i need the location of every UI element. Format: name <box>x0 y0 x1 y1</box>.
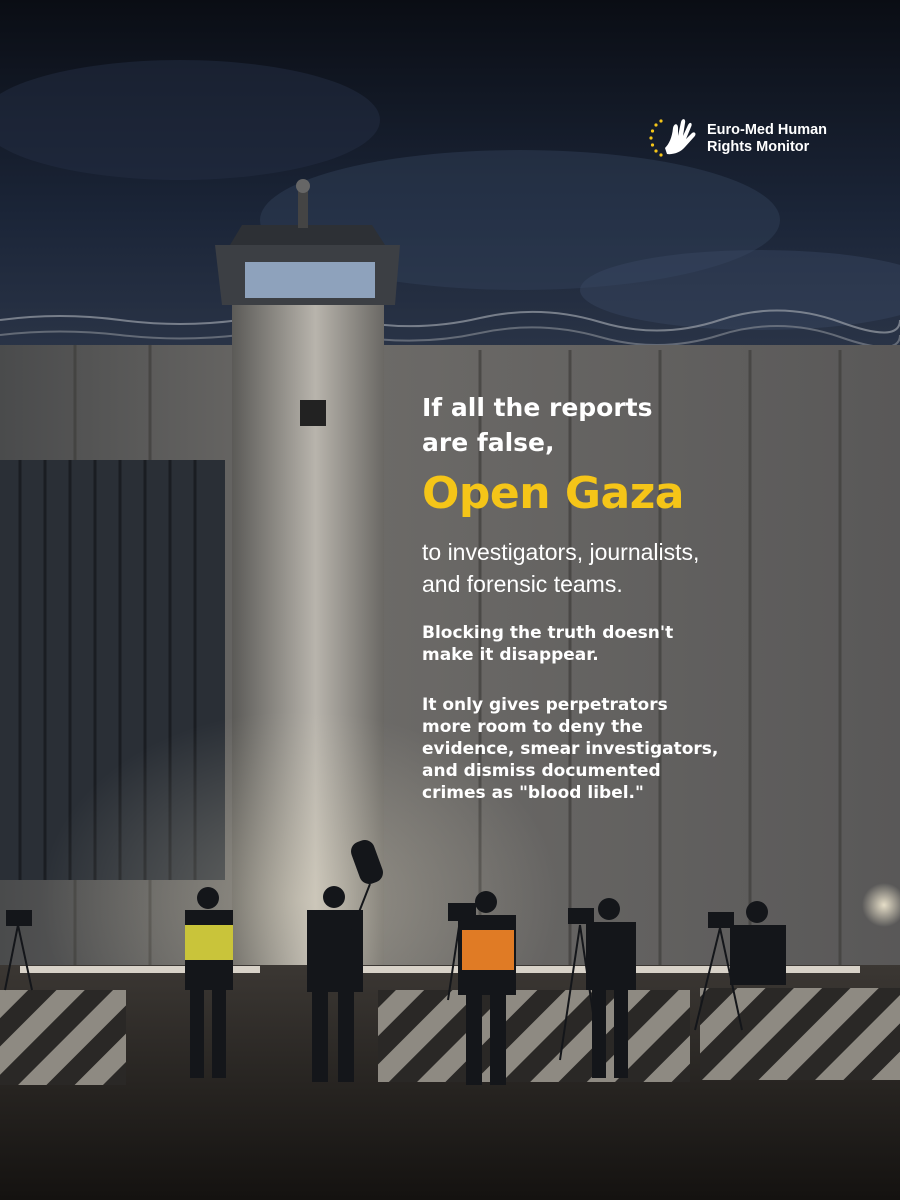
concrete-barrier <box>378 990 690 1082</box>
concrete-barrier <box>0 990 126 1085</box>
lead-text <box>422 390 882 460</box>
sub-line2: and forensic teams. <box>422 571 623 597</box>
brand-name-line1: Euro-Med Human <box>707 122 828 138</box>
para1-line1: Blocking the truth doesn't <box>422 623 674 643</box>
para1-line2: make it disappear. <box>422 645 599 665</box>
brand-logo <box>645 114 827 164</box>
headline: Open Gaza <box>422 468 684 519</box>
lead-line2: are false, <box>422 428 555 457</box>
message-block <box>422 390 882 832</box>
brand-name-line2: Rights Monitor <box>707 139 810 155</box>
sub-line1: to investigators, journalists, <box>422 539 700 565</box>
dove-hand-icon <box>645 114 701 164</box>
subheadline <box>422 536 882 600</box>
paragraph-1 <box>422 622 752 666</box>
concrete-barrier <box>700 988 900 1080</box>
para2-line2: more room to deny the <box>422 717 643 737</box>
para2-line5: crimes as "blood libel." <box>422 783 644 803</box>
para2-line1: It only gives perpetrators <box>422 695 668 715</box>
para2-line4: and dismiss documented <box>422 761 661 781</box>
para2-line3: evidence, smear investigators, <box>422 739 719 759</box>
lead-line1: If all the reports <box>422 393 653 422</box>
paragraph-2 <box>422 694 752 804</box>
